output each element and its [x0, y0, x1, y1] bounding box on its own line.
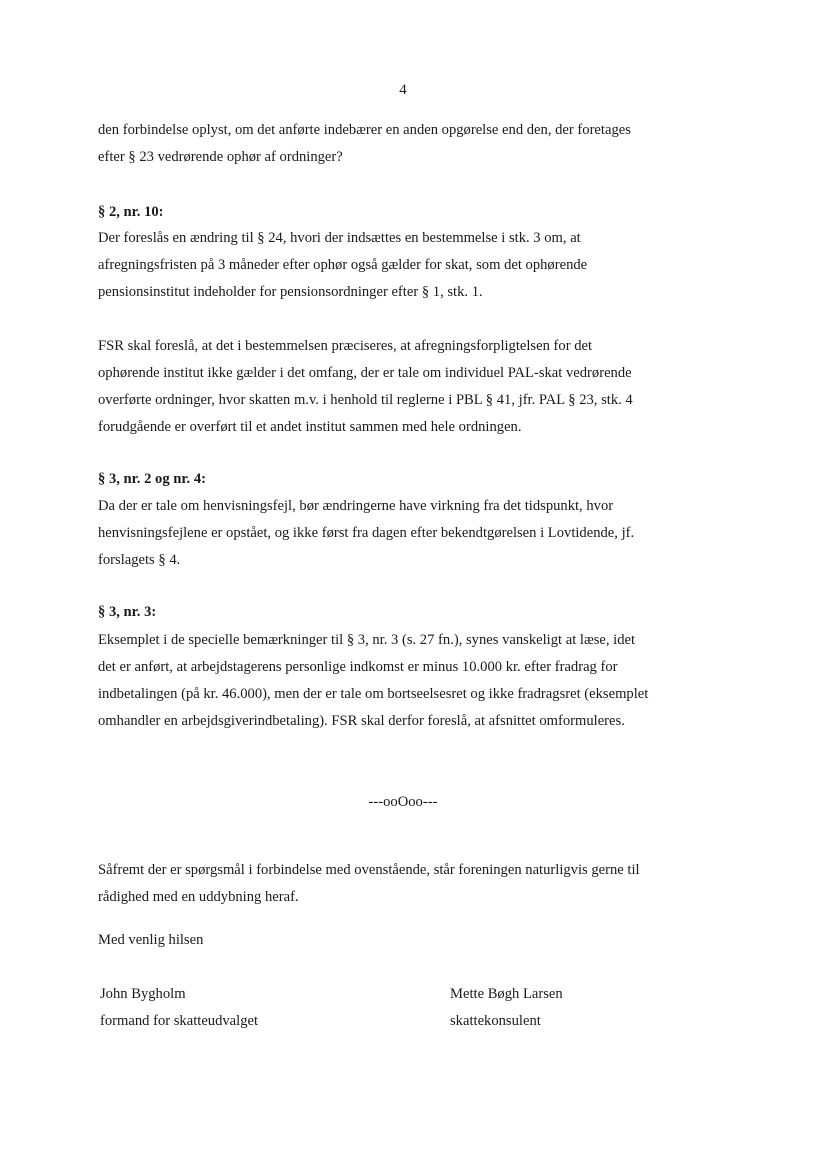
text-line: pensionsinstitut indeholder for pensionsordninger efter § 1, stk. 1. [98, 284, 483, 300]
text-line: forudgående er overført til et andet institut sammen med hele ordningen. [98, 419, 522, 435]
text-line: efter § 23 vedrørende ophør af ordninger? [98, 149, 343, 165]
text-line: forslagets § 4. [98, 552, 181, 568]
text-line: omhandler en arbejdsgiverindbetaling). FSR skal derfor foreslå, at afsnittet omformuleres. [98, 713, 625, 729]
section-heading-3-3: § 3, nr. 3: [98, 604, 157, 620]
signatory-name: Mette Bøgh Larsen [450, 986, 563, 1002]
section-3-2-4-paragraph [98, 493, 728, 574]
section-heading-3-2-4: § 3, nr. 2 og nr. 4: [98, 471, 206, 487]
text-line: Såfremt der er spørgsmål i forbindelse med ovenstående, står foreningen naturligvis gerne til [98, 862, 640, 878]
intro-paragraph [98, 117, 728, 171]
text-line: afregningsfristen på 3 måneder efter ophør også gælder for skat, som det ophørende [98, 257, 588, 273]
text-line: Der foreslås en ændring til § 24, hvori der indsættes en bestemmelse i stk. 3 om, at [98, 230, 581, 246]
text-line: henvisningsfejlene er opstået, og ikke først fra dagen efter bekendtgørelsen i Lovtidende, jf. [98, 525, 635, 541]
greeting-text: Med venlig hilsen [98, 932, 204, 948]
text-line: FSR skal foreslå, at det i bestemmelsen præciseres, at afregningsforpligtelsen for det [98, 338, 593, 354]
signatory-title: formand for skatteudvalget [100, 1013, 259, 1029]
greeting [98, 927, 728, 954]
text-line: Eksemplet i de specielle bemærkninger til § 3, nr. 3 (s. 27 fn.), synes vanskeligt at læse, idet [98, 632, 636, 648]
section-separator: ---ooOoo--- [368, 794, 438, 810]
section-2-10-paragraph-1 [98, 225, 728, 306]
closing-paragraph [98, 857, 728, 911]
text-line: indbetalingen (på kr. 46.000), men der er tale om bortseelsesret og ikke fradragsret (eksemplet [98, 686, 649, 702]
page-number: 4 [399, 82, 407, 98]
section-heading-2-10: § 2, nr. 10: [98, 204, 164, 220]
text-line: rådighed med en uddybning heraf. [98, 889, 299, 905]
signatory-title: skattekonsulent [450, 1013, 541, 1029]
signature-right [450, 981, 563, 1035]
signature-left [100, 981, 258, 1035]
text-line: Da der er tale om henvisningsfejl, bør ændringerne have virkning fra det tidspunkt, hvor [98, 498, 614, 514]
signatory-name: John Bygholm [100, 986, 186, 1002]
text-line: den forbindelse oplyst, om det anførte indebærer en anden opgørelse end den, der foretages [98, 122, 631, 138]
section-2-10-paragraph-2 [98, 333, 728, 441]
text-line: overførte ordninger, hvor skatten m.v. i henhold til reglerne i PBL § 41, jfr. PAL § 23, stk. 4 [98, 392, 633, 408]
text-line: det er anført, at arbejdstagerens personlige indkomst er minus 10.000 kr. efter fradrag for [98, 659, 618, 675]
text-line: ophørende institut ikke gælder i det omfang, der er tale om individuel PAL-skat vedrørende [98, 365, 632, 381]
section-3-3-paragraph [98, 627, 728, 735]
